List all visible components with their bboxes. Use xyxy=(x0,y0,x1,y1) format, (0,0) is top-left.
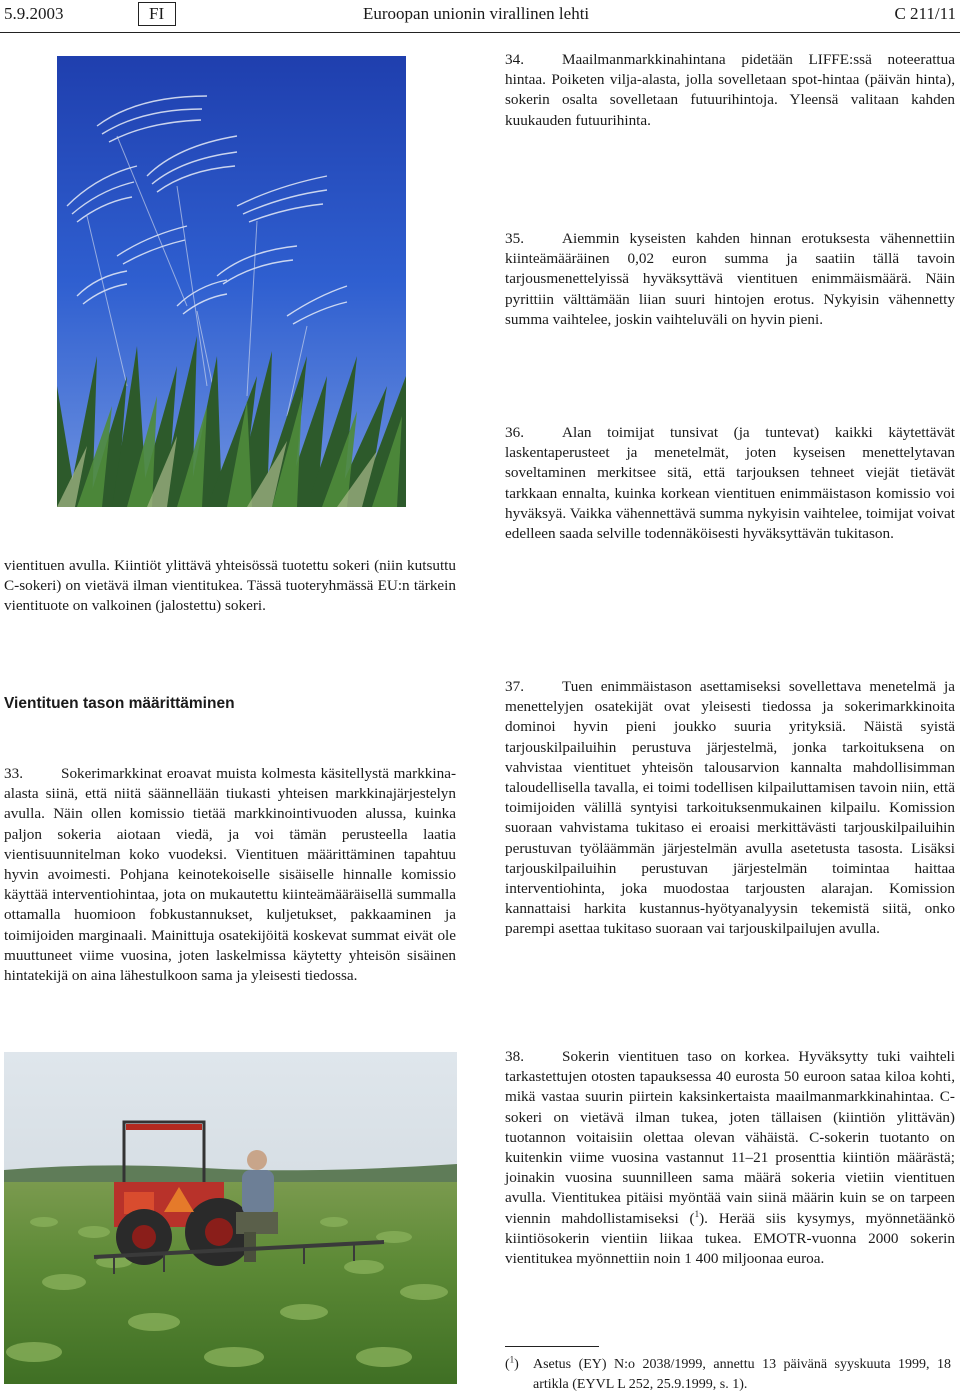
sugar-cane-illustration xyxy=(57,56,406,507)
footnote-reference[interactable]: 1 xyxy=(694,1208,700,1219)
paragraph-33 xyxy=(4,764,456,986)
paragraph-text: Alan toimijat tunsivat (ja tuntevat) kaikki käytettävät laskentaperusteet ja menetelmät, joten kyseisen menettelytavan soveltaminen merkitsee sitä, että tarjouksen tehneet viejät tietävät tarkkaan ennalta, kuinka korkean vientituen enimmäistason komissio voi hyväksyä. Vaikka vähennettävä summa nykyisin vaihtelee, toimijat voivat edelleen saada selville todennäköisesti hyväksyttävän tukitason. xyxy=(505,424,955,543)
paragraph-text: Tuen enimmäistason asettamiseksi sovellettava menetelmä ja menettelyjen osatekijät ovat yleisesti tiedossa ja sokerimarkkinoita dominoi hyvin pieni joukko suuria yrityksiä. Näistä syistä tarjouskilpailuihin perustuva järjestelmä, jonka tarkoituksena on vahvistaa vientituet yhteisön talousarvion kannalta mahdollisimman taloudellisella tavalla, ei toimi todellisen kilpailuttamisen tavoin niin, että toimijoiden välillä syntyisi tarkoituksenmukainen kilpailu. Komission suoraan vahvistama tukitaso ei eroaisi merkittävästi tarjouskilpailuihin perustuvan työläämmän järjestelmän avulla asetetusta tasosta. Lisäksi tarjouskilpailuihin perustuvan järjestelmän toimintaa haittaa interventiohinta, joka muodostaa tarjousten alarajan. Komission kannattaisi harkita kustannus-hyötyanalyysin tekemistä siitä, onko parempi asettaa tukitaso suoraan vai tarjouskilpailujen avulla. xyxy=(505,678,955,938)
page-reference: C 211/11 xyxy=(894,4,956,23)
paragraph-number: 38. xyxy=(505,1048,524,1065)
footnote-marker: ($^1$) xyxy=(505,1354,519,1372)
header-rule xyxy=(0,32,960,33)
paragraph-38 xyxy=(505,1047,955,1269)
tractor-field-illustration xyxy=(4,1052,457,1384)
paragraph-36 xyxy=(505,423,955,544)
footnote xyxy=(505,1355,955,1395)
paragraph-number: 36. xyxy=(505,424,524,441)
sugar-cane-photo xyxy=(57,56,406,507)
paragraph-number: 33. xyxy=(4,765,23,782)
footnote-rule xyxy=(505,1346,599,1347)
paragraph-number: 35. xyxy=(505,230,524,247)
paragraph-35 xyxy=(505,229,955,330)
paragraph-34 xyxy=(505,50,955,131)
paragraph-number: 34. xyxy=(505,51,524,68)
section-heading: Vientituen tason määrittäminen xyxy=(4,695,235,712)
journal-title: Euroopan unionin virallinen lehti xyxy=(363,4,590,23)
footnote-text: Asetus (EY) N:o 2038/1999, annettu 13 päivänä syyskuuta 1999, 18 artikla (EYVL L 252, 25.9.1999, s. 1). xyxy=(533,1357,951,1392)
paragraph-text: ). Herää siis kysymys, myönnetäänkö kiintiösokerin vientiin liikaa tukea. EMOTR-vuonna 2000 sokerin vientitukea myönnettiin noin 1 400 miljoonaa euroa. xyxy=(505,1209,955,1268)
paragraph-text: Sokerin vientituen taso on korkea. Hyväksytty tuki vaihteli tarkastettujen otosten tapauksessa 40 eurosta 50 euroon sataa kiloa kohti, mikä vastaa suurin piirtein kaksinkertaista maailmanmarkkinahintaa. C-sokeri on vietävä ilman tukea, joten tällaisen (kiintiön ylittävän) tuotannon voitaisiin olettaa olevan vähäistä. C-sokerin tuotanto on kuitenkin viime vuosina vastannut 11–21 prosenttia kiintiön määrästä; joinakin vuosina suunnilleen sama määrä sokeria vietiin vientituen avulla. Vientitukea pitäisi myöntää vain siinä määrin kuin se on tarpeen viennin mahdollistamiseksi ( xyxy=(505,1048,955,1227)
language-code: FI xyxy=(149,4,165,23)
paragraph-37 xyxy=(505,677,955,940)
publication-date: 5.9.2003 xyxy=(4,4,64,23)
paragraph-text: Maailmanmarkkinahintana pidetään LIFFE:ssä noteerattua hintaa. Poiketen vilja-alasta, jolla sovelletaan spot-hintaa (päivän hinta), sokerin osalta sovelletaan futuurihintoja. Yleensä valitaan kahden kuukauden futuurihinta. xyxy=(505,51,955,129)
paragraph-32-continuation: vientituen avulla. Kiintiöt ylittävä yhteisössä tuotettu sokeri (niin kutsuttu C-sokeri) on vietävä ilman vientitukea. Tässä tuoteryhmässä EU:n tärkein vientituote on valkoinen (jalostettu) sokeri. xyxy=(4,557,456,615)
paragraph-text: Aiemmin kyseisten kahden hinnan erotuksesta vähennettiin kiinteämääräinen 0,02 euron summa ja saatiin tällä tavoin tarjousmenettelyissä hyväksyttävä vientituen enimmäismäärä. Näin pyrittiin välttämään liian suuri hintojen erotus. Nykyisin vähennetty summa vaihtelee, joskin vaihteluväli on hyvin pieni. xyxy=(505,230,955,328)
paragraph-number: 37. xyxy=(505,678,524,695)
tractor-field-photo xyxy=(4,1052,457,1384)
paragraph-text: Sokerimarkkinat eroavat muista kolmesta käsitellystä markkina-alasta siinä, että niitä säännellään tiukasti yhteisen markkinajärjestelyn avulla. Näin ollen komissio tietää markkinointivuoden alussa, kuinka paljon sokeria aiotaan viedä, ja voi tämän perusteella laatia vientisuunnitelman koko vuodeksi. Vientituen määrittäminen tapahtuu hyvin avoimesti. Pohjana keinotekoiselle sisäiselle hinnalle komissio käyttää interventiohintaa, jota on mukautettu kiinteämääräisellä summalla ottamalla huomioon fobkustannukset, kuljetukset, pakkaaminen ja toimijoiden marginaali. Mainittuja osatekijöitä koskevat summat eivät ole muuttuneet viime vuosina, joten laskelmissa käytetty yhteisön sisäinen hintatekijä on aina lähestulkoon sama ja yleisesti tiedossa. xyxy=(4,765,456,985)
